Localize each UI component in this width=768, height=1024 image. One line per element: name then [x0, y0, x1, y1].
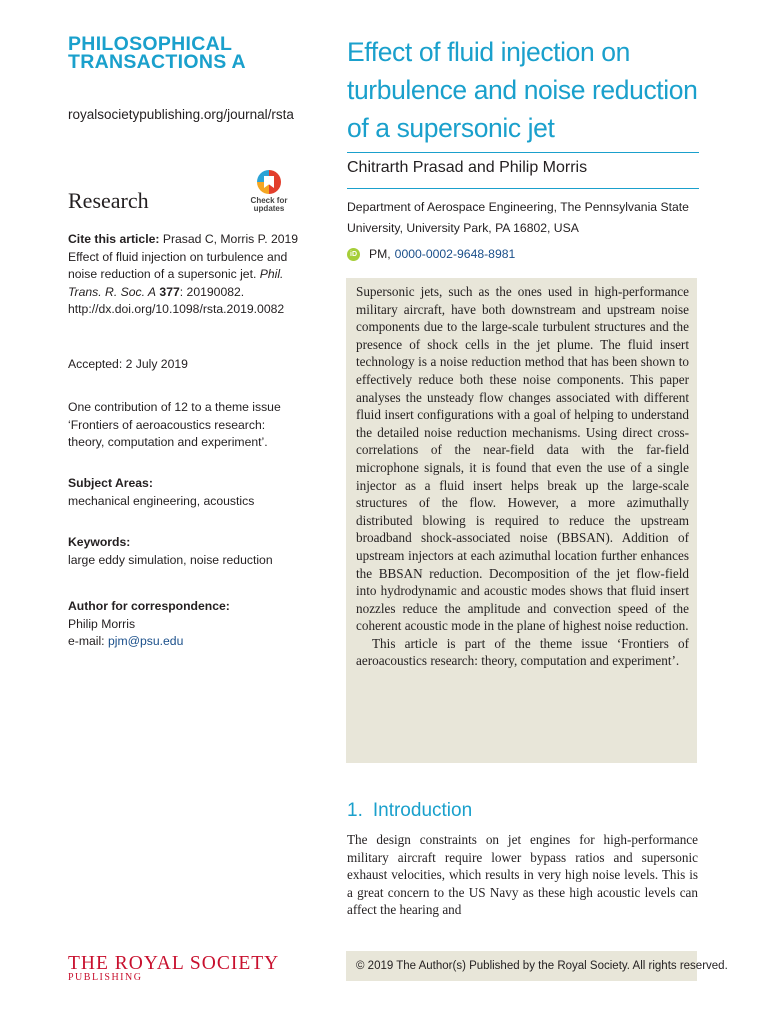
orcid-initials: PM, [369, 247, 391, 261]
subject-areas-heading: Subject Areas: [68, 476, 153, 490]
keywords-heading: Keywords: [68, 535, 131, 549]
orcid-row [347, 247, 515, 261]
check-for-updates-button[interactable] [244, 170, 294, 213]
section-title: Introduction [372, 800, 473, 821]
section-label: Research [68, 188, 149, 213]
royal-society-logo [68, 953, 279, 983]
abstract-box [346, 278, 697, 763]
cite-article-no: : 20190082. [179, 284, 245, 299]
section-number: 1. [347, 800, 363, 821]
subject-areas [68, 475, 300, 510]
introduction-heading [347, 800, 482, 822]
cite-title: Effect of fluid injection on turbulence and noise reduction of a supersonic jet. [68, 249, 288, 282]
cite-label: Cite this article: [68, 232, 160, 246]
logo-main-text: THE ROYAL SOCIETY [68, 953, 280, 974]
copyright-notice: © 2019 The Author(s) Published by the Royal Society. All rights reserved. [346, 951, 697, 981]
check-updates-label: Check for updates [250, 196, 288, 213]
journal-name [68, 35, 246, 71]
logo-sub-text: PUBLISHING [68, 972, 143, 983]
journal-name-line1: PHILOSOPHICAL [68, 33, 233, 55]
article-title: Effect of fluid injection on turbulence and noise reduction of a supersonic jet [347, 37, 698, 143]
orcid-icon: iD [347, 248, 360, 261]
accepted-date: Accepted: 2 July 2019 [68, 357, 188, 371]
keywords-value: large eddy simulation, noise reduction [68, 552, 273, 567]
orcid-link[interactable]: 0000-0002-9648-8981 [394, 247, 516, 261]
title-divider [347, 152, 699, 153]
journal-name-line2: TRANSACTIONS A [68, 51, 246, 73]
correspondence [68, 598, 300, 651]
bookmark-icon [257, 170, 281, 194]
keywords [68, 534, 300, 569]
cite-authors: Prasad C, Morris P. 2019 [159, 232, 299, 246]
introduction-text: The design constraints on jet engines for high-performance military aircraft require lower bypass ratios and supersonic exhaust velocities, which results in very high noise levels. This is a great concern to the US Navy as these high acoustic levels can affect the hearing and [347, 832, 698, 918]
cite-doi[interactable]: http://dx.doi.org/10.1098/rsta.2019.0082 [68, 302, 285, 317]
email-link[interactable]: pjm@psu.edu [107, 634, 184, 649]
authors-divider [347, 188, 699, 189]
correspondence-name: Philip Morris [68, 616, 136, 631]
abstract-paragraph: Supersonic jets, such as the ones used in high-performance military aircraft, have both downstream and upstream noise components due to the large-scale turbulent structures and the presence of shock cells in the jet plume. The fluid insert technology is a noise reduction method that has been shown to effectively reduce both these noise components. This paper analyses the unsteady flow changes associated with different fluid insert configurations with a goal of helping to understand the detailed noise reduction mechanisms. Using direct cross-correlations of the near-field data with the far-field microphone signals, it is found that even the use of a single injector as a fluid insert helps break up the large-scale structures of the flow. However, a more azimuthally distributed blowing is required to reduce the upstream broadband shock-associated noise (BBSAN). Addition of upstream injectors at each azimuthal location further enhances the BBSAN reduction. Decomposition of the jet flow-field into hydrodynamic and acoustic modes shows that fluid insert nozzles reduce the amplitude and convection speed of the coherent acoustic mode in the plane of highest noise reduction. [356, 284, 689, 634]
correspondence-email-row: e-mail: pjm@psu.edu [68, 634, 184, 649]
article-authors: Chitrarth Prasad and Philip Morris [347, 159, 588, 176]
journal-url[interactable]: royalsocietypublishing.org/journal/rsta [68, 107, 294, 122]
cite-journal: Phil. Trans. R. Soc. A [68, 267, 284, 299]
correspondence-heading: Author for correspondence: [68, 599, 230, 613]
abstract-theme-note: This article is part of the theme issue ‘Frontiers of aeroacoustics research: theory, computation and experiment’. [356, 635, 689, 669]
citation [68, 231, 300, 319]
cite-volume: 377 [156, 284, 180, 299]
theme-issue-note: One contribution of 12 to a theme issue ‘Frontiers of aeroacoustics research: theory, computation and experiment’. [68, 400, 281, 450]
subject-areas-value: mechanical engineering, acoustics [68, 493, 255, 508]
affiliation: Department of Aerospace Engineering, The Pennsylvania State University, University Park, PA 16802, USA [347, 200, 689, 235]
